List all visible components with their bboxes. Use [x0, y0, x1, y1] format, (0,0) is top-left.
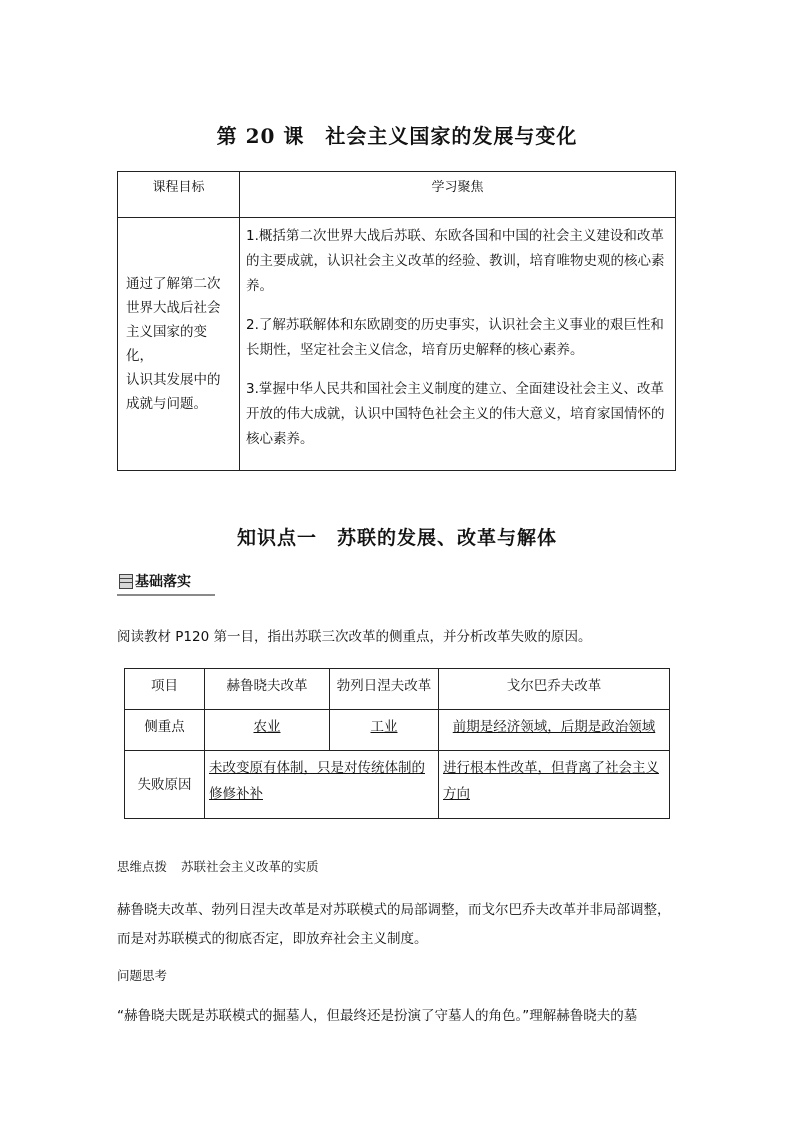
failure-gorbachev: 进行根本性改革，但背离了社会主义方向: [443, 760, 659, 802]
focus-point-2: 2.了解苏联解体和东欧剧变的历史事实，认识社会主义事业的艰巨性和长期性，坚定社会主义信念，培育历史解释的核心素养。: [246, 317, 664, 358]
reform-header-gorbachev: 戈尔巴乔夫改革: [439, 669, 670, 710]
focus-gorbachev-cell: [439, 710, 670, 751]
course-goal-line: 成就与问题。: [126, 396, 207, 412]
objectives-table: [117, 171, 676, 471]
focus-brezhnev-cell: [330, 710, 439, 751]
course-goal-line: 通过了解第二次: [126, 276, 221, 292]
thinking-heading: [117, 857, 319, 875]
study-focus-cell: [240, 218, 676, 471]
lesson-title: 第 20 课 社会主义国家的发展与变化: [216, 124, 578, 148]
thinking-topic: 苏联社会主义改革的实质: [181, 859, 319, 874]
focus-gorbachev: 前期是经济领域，后期是政治领域: [452, 719, 656, 735]
focus-row-label: 侧重点: [125, 710, 205, 751]
failure-gorbachev-cell: [439, 751, 670, 819]
course-goal-cell: [118, 218, 240, 471]
focus-point-3: 3.掌握中华人民共和国社会主义制度的建立、全面建设社会主义、改革开放的伟大成就，认识中国特色社会主义的伟大意义，培育家国情怀的核心素养。: [246, 381, 665, 447]
question-label: 问题思考: [117, 968, 168, 983]
course-goal-line: 主义国家的变化，: [126, 324, 207, 364]
focus-khrushchev: 农业: [253, 719, 281, 735]
document-list-icon: [119, 574, 133, 589]
reform-header-khrushchev: 赫鲁晓夫改革: [205, 669, 330, 710]
reform-header-brezhnev: 勃列日涅夫改革: [330, 669, 439, 710]
reform-table: [124, 668, 670, 819]
basic-practice-badge: [117, 570, 215, 596]
focus-brezhnev: 工业: [370, 719, 398, 735]
failure-row-label: 失败原因: [125, 751, 205, 819]
question-quote: “赫鲁晓夫既是苏联模式的掘墓人，但最终还是扮演了守墓人的角色。”理解赫鲁晓夫的墓: [117, 1008, 638, 1024]
objectives-header-left: 课程目标: [118, 172, 240, 218]
course-goal-line: 世界大战后社会: [126, 300, 221, 316]
badge-label: 基础落实: [135, 574, 191, 590]
thinking-body: 赫鲁晓夫改革、勃列日涅夫改革是对苏联模式的局部调整，而戈尔巴乔夫改革并非局部调整，而是对苏联模式的彻底否定，即放弃社会主义制度。: [117, 902, 671, 947]
reform-header-item: 项目: [125, 669, 205, 710]
intro-text: 阅读教材 P120 第一目，指出苏联三次改革的侧重点，并分析改革失败的原因。: [117, 629, 592, 645]
objectives-header-right: 学习聚焦: [240, 172, 676, 218]
focus-khrushchev-cell: [205, 710, 330, 751]
failure-khrushchev-brezhnev: 未改变原有体制，只是对传统体制的修修补补: [209, 760, 425, 802]
focus-point-1: 1.概括第二次世界大战后苏联、东欧各国和中国的社会主义建设和改革的主要成就，认识社会主义改革的经验、教训，培育唯物史观的核心素养。: [246, 228, 665, 294]
failure-khrushchev-brezhnev-cell: [205, 751, 439, 819]
section-title: 知识点一 苏联的发展、改革与解体: [236, 527, 557, 549]
course-goal-line: 认识其发展中的: [126, 372, 221, 388]
thinking-label: 思维点拨: [117, 859, 168, 874]
